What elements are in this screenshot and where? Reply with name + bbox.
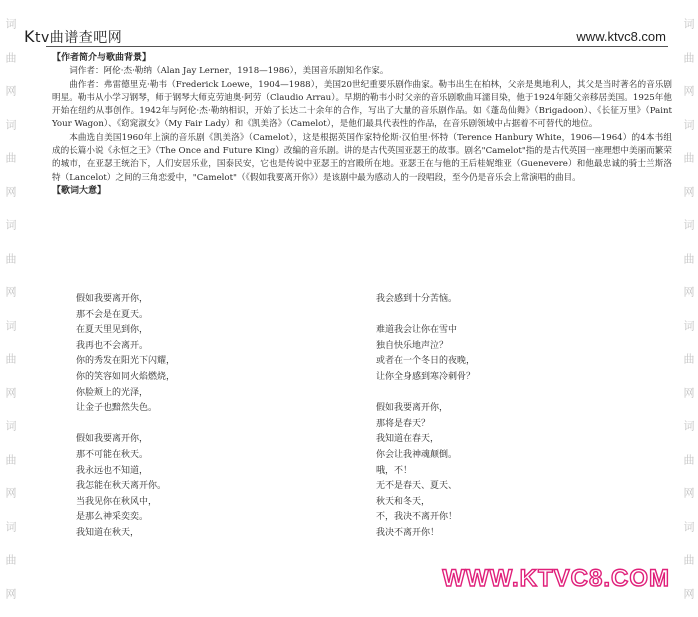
lyric-line-left: 我怎能在秋天离开你。 bbox=[76, 481, 167, 492]
lyric-line-right: 我知道在春天， bbox=[376, 434, 440, 445]
margin-glyph: 网 bbox=[682, 185, 695, 197]
lyric-line-right: 不，我决不离开你！ bbox=[376, 512, 458, 523]
margin-glyph: 曲 bbox=[4, 51, 17, 63]
lyric-line-right: 我会感到十分苦恼。 bbox=[376, 294, 458, 304]
margin-glyph: 词 bbox=[682, 118, 695, 130]
margin-glyph: 网 bbox=[4, 587, 17, 599]
lyric-line-left: 你的笑容如同火焰燃烧， bbox=[76, 371, 176, 382]
lyric-line-right: 无不是春天、夏天、 bbox=[376, 481, 458, 492]
lyric-line-right bbox=[376, 308, 666, 324]
lyric-line-right: 让你全身感到寒冷刺骨？ bbox=[376, 371, 476, 382]
margin-glyph: 词 bbox=[4, 319, 17, 331]
margin-glyph: 词 bbox=[682, 319, 695, 331]
left-margin-watermark bbox=[3, 0, 17, 617]
margin-glyph: 曲 bbox=[4, 152, 17, 164]
lyric-line-left: 假如我要离开你， bbox=[76, 294, 149, 304]
lyric-line-right: 或者在一个冬日的夜晚， bbox=[376, 356, 476, 367]
lyric-line-left: 当我见你在秋风中， bbox=[76, 496, 158, 507]
lyric-row bbox=[76, 448, 666, 464]
lyricist-paragraph: 词作者：阿伦·杰·勒纳（Alan Jay Lerner，1918—1986），美国音乐剧知名作家。 bbox=[69, 66, 389, 77]
margin-glyph: 词 bbox=[4, 219, 17, 231]
margin-glyph: 曲 bbox=[682, 554, 695, 566]
lyric-line-left: 那不可能在秋天。 bbox=[76, 449, 149, 460]
margin-glyph: 网 bbox=[682, 286, 695, 298]
margin-glyph: 词 bbox=[4, 520, 17, 532]
header-divider bbox=[46, 46, 668, 47]
site-url[interactable]: www.ktvc8.com bbox=[576, 29, 666, 44]
margin-glyph: 词 bbox=[4, 18, 17, 29]
margin-glyph: 网 bbox=[682, 487, 695, 499]
lyric-line-right: 难道我会让你在雪中 bbox=[376, 325, 458, 336]
margin-glyph: 曲 bbox=[682, 51, 695, 63]
lyric-row bbox=[76, 370, 666, 386]
background-paragraph: 本曲选自美国1960年上演的音乐剧《凯美洛》（Camelot），这是根据英国作家特伦斯·汉伯里·怀特（Terence Hanbury White，1906—1964）的4本书组成的长篇小说《永恒之王》（The Once and Future King）改编的音乐剧。讲的是古代英国亚瑟王的故事。剧名"Camelot"指的是古代英国一座理想中美丽而繁荣的城市，在亚瑟王统治下，人们安居乐业，国泰民安，它也是传说中亚瑟王的宫殿所在地。亚瑟王在与他的王后桂妮维亚（Guenevere）和他最忠诚的骑士兰斯洛特（Lancelot）之间的三角恋爱中，"Camelot"（《假如我要离开你》）是该剧中最为感动人的一段唱段，至今仍是音乐会上常演唱的曲目。 bbox=[52, 132, 672, 183]
lyric-line-left: 让金子也黯然失色。 bbox=[76, 403, 158, 414]
lyrics-section bbox=[76, 292, 666, 542]
lyric-row bbox=[76, 510, 666, 526]
lyric-row bbox=[76, 386, 666, 402]
margin-glyph: 曲 bbox=[4, 554, 17, 566]
margin-glyph: 网 bbox=[682, 587, 695, 599]
margin-glyph: 词 bbox=[682, 219, 695, 231]
margin-glyph: 网 bbox=[4, 487, 17, 499]
margin-glyph: 网 bbox=[4, 386, 17, 398]
margin-glyph: 网 bbox=[682, 85, 695, 97]
margin-glyph: 词 bbox=[682, 520, 695, 532]
lyric-row bbox=[76, 354, 666, 370]
lyric-line-right bbox=[376, 386, 666, 402]
site-brand bbox=[24, 27, 122, 47]
margin-glyph: 曲 bbox=[4, 353, 17, 365]
lyric-line-right: 那将是春天？ bbox=[376, 418, 431, 429]
composer-paragraph: 曲作者：弗雷德里克·勒韦（Frederick Loewe，1904—1988），美国20世纪重要乐剧作曲家。勒韦出生在柏林，父亲是奥地利人，其父是当时著名的音乐剧明星。勒韦从小学习钢琴，师于钢琴大师克劳迪奥·阿劳（Claudio Arrau）。早期的勒韦小时父亲的音乐剧歌曲耳濡目染，他于1924年随父亲移居美国。1925年他开始在纽约从事创作。1942年与阿伦·杰·勒纳相识，开始了长达二十余年的合作，写出了大量的音乐剧作品。如《蓬岛仙舞》（Brigadoon）、《长征万里》（Paint Your Wagon）、《窈窕淑女》（My Fair Lady）和《凯美洛》（Camelot），是他们最具代表性的作品，在音乐剧领域中占据着不可替代的地位。 bbox=[52, 79, 672, 130]
lyric-line-left bbox=[76, 417, 376, 433]
lyric-row bbox=[76, 417, 666, 433]
lyric-line-right: 秋天和冬天， bbox=[376, 496, 431, 507]
lyric-line-right: 我决不离开你！ bbox=[376, 527, 440, 538]
lyric-row bbox=[76, 464, 666, 480]
margin-glyph: 词 bbox=[682, 420, 695, 432]
margin-glyph: 词 bbox=[4, 420, 17, 432]
margin-glyph: 网 bbox=[682, 386, 695, 398]
lyric-line-left: 是那么神采奕奕。 bbox=[76, 512, 149, 523]
margin-glyph: 网 bbox=[4, 185, 17, 197]
lyric-line-right: 哦，不！ bbox=[376, 465, 413, 476]
brand-prefix: K bbox=[24, 27, 35, 46]
lyric-line-right: 你会让我神魂颠倒。 bbox=[376, 449, 458, 460]
lyric-row bbox=[76, 323, 666, 339]
lyric-row bbox=[76, 526, 666, 542]
lyric-line-left: 你的秀发在阳光下闪耀， bbox=[76, 356, 176, 367]
right-margin-watermark bbox=[681, 0, 695, 617]
lyric-row bbox=[76, 495, 666, 511]
lyric-row bbox=[76, 308, 666, 324]
lyric-row bbox=[76, 401, 666, 417]
lyric-line-left: 在夏天里见到你， bbox=[76, 325, 149, 336]
lyric-row bbox=[76, 292, 666, 308]
lyric-line-left: 我再也不会离开。 bbox=[76, 340, 149, 351]
margin-glyph: 曲 bbox=[682, 152, 695, 164]
brand-text: tv曲谱查吧网 bbox=[35, 30, 123, 46]
lyric-line-left: 那不会是在夏天。 bbox=[76, 309, 149, 320]
margin-glyph: 曲 bbox=[682, 353, 695, 365]
lyric-line-left: 你脸颊上的光泽， bbox=[76, 387, 149, 398]
lyric-row bbox=[76, 339, 666, 355]
lyric-line-left: 假如我要离开你， bbox=[76, 434, 149, 445]
lyric-row bbox=[76, 432, 666, 448]
margin-glyph: 网 bbox=[4, 286, 17, 298]
lyric-line-left: 我永远也不知道， bbox=[76, 465, 149, 476]
site-watermark: WWW.KTVC8.COM bbox=[442, 565, 670, 592]
margin-glyph: 曲 bbox=[682, 453, 695, 465]
margin-glyph: 曲 bbox=[4, 252, 17, 264]
lyric-line-left: 我知道在秋天， bbox=[76, 527, 140, 538]
lyric-row bbox=[76, 479, 666, 495]
lyric-line-right: 独自快乐地声泣？ bbox=[376, 340, 449, 351]
margin-glyph: 词 bbox=[4, 118, 17, 130]
margin-glyph: 网 bbox=[4, 85, 17, 97]
lyric-line-right: 假如我要离开你， bbox=[376, 403, 449, 414]
margin-glyph: 曲 bbox=[4, 453, 17, 465]
intro-section bbox=[52, 52, 672, 198]
margin-glyph: 曲 bbox=[682, 252, 695, 264]
intro-heading: 【作者简介与歌曲背景】 bbox=[52, 53, 152, 63]
margin-glyph: 词 bbox=[682, 18, 695, 29]
lyrics-heading: 【歌词大意】 bbox=[52, 185, 107, 196]
